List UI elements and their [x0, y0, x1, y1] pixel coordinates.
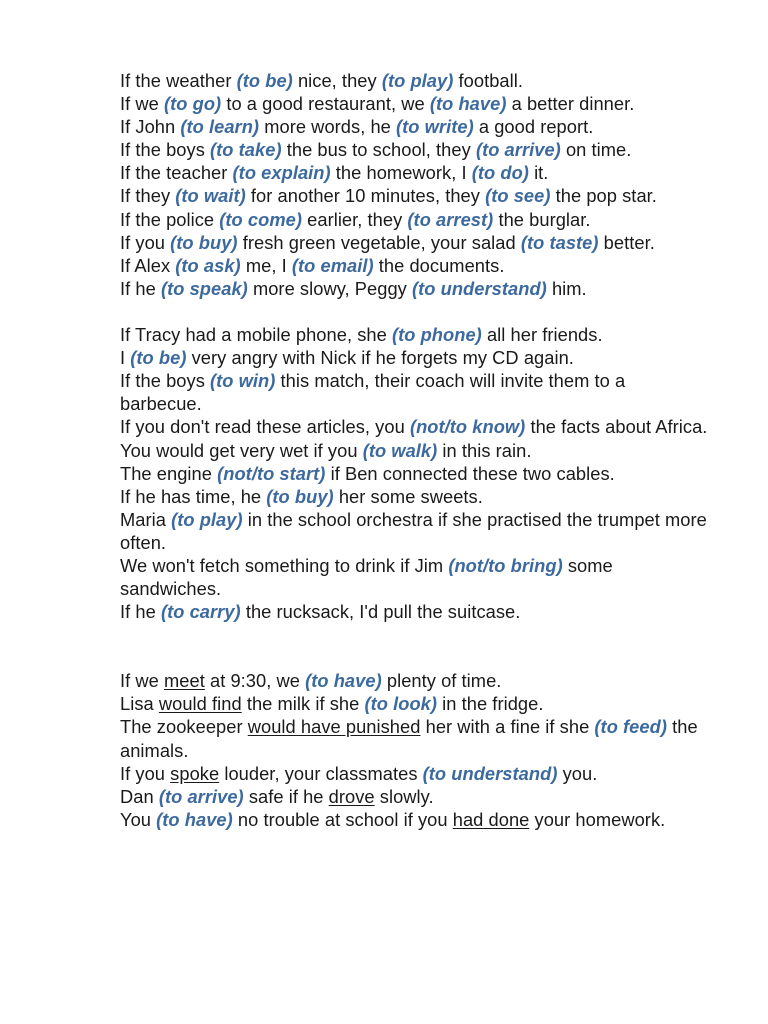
sentence	[120, 485, 710, 508]
sentence-text: If the police	[120, 208, 220, 230]
sentence	[120, 277, 710, 300]
sentence-text: this match, their coach will invite them to a barbecue.	[120, 370, 626, 415]
verb-prompt: (to email)	[291, 254, 374, 276]
sentence	[120, 762, 710, 785]
section-spacer	[120, 623, 710, 669]
sentence-text: me, I	[240, 254, 292, 276]
sentence-text: If the weather	[120, 70, 237, 91]
sentence	[120, 161, 710, 184]
sentence-text: very angry with Nick if he forgets my CD again.	[186, 347, 574, 369]
underlined-verb: meet	[164, 670, 205, 692]
verb-prompt: (to carry)	[160, 601, 241, 623]
sentence-text: the burglar.	[493, 208, 591, 230]
sentence-text: the facts about Africa.	[525, 416, 708, 438]
verb-prompt: (not/to bring)	[448, 554, 563, 576]
sentence-text: If Alex	[120, 254, 176, 276]
sentence-text: I	[120, 347, 131, 369]
exercise-section-2	[120, 323, 710, 623]
sentence-text: If he has time, he	[120, 485, 267, 507]
verb-prompt: (to have)	[305, 670, 382, 692]
verb-prompt: (to play)	[171, 508, 243, 530]
sentence-text: earlier, they	[302, 208, 408, 230]
sentence	[120, 184, 710, 207]
verb-prompt: (not/to know)	[409, 416, 526, 438]
sentence-text: safe if he	[243, 785, 329, 807]
sentence-text: the bus to school, they	[281, 139, 476, 161]
verb-prompt: (to look)	[364, 693, 438, 715]
sentence-text: all her friends.	[481, 324, 603, 346]
sentence-text: If the boys	[120, 370, 211, 392]
sentence	[120, 554, 710, 600]
sentence-text: If he	[120, 277, 161, 299]
verb-prompt: (to play)	[381, 70, 454, 91]
sentence-text: louder, your classmates	[219, 762, 423, 784]
sentence-text: in the school orchestra if she practised the trumpet more often.	[120, 508, 707, 553]
sentence-text: Dan	[120, 785, 159, 807]
verb-prompt: (to understand)	[412, 277, 547, 299]
sentence-text: more slowy, Peggy	[247, 277, 412, 299]
sentence-text: it.	[528, 162, 549, 184]
verb-prompt: (to be)	[236, 70, 293, 91]
sentence	[120, 346, 710, 369]
underlined-verb: would find	[158, 693, 242, 715]
sentence-text: your homework.	[529, 808, 666, 830]
verb-prompt: (to take)	[210, 139, 282, 161]
sentence-text: if Ben connected these two cables.	[325, 462, 615, 484]
verb-prompt: (to have)	[156, 808, 233, 830]
sentence	[120, 92, 710, 115]
sentence-text: her some sweets.	[333, 485, 483, 507]
sentence-text: If John	[120, 116, 181, 138]
sentence-text: If they	[120, 185, 176, 207]
sentence-text: fresh green vegetable, your salad	[237, 231, 521, 253]
sentence-text: football.	[453, 70, 523, 91]
verb-prompt: (to buy)	[170, 231, 238, 253]
sentence	[120, 415, 710, 438]
sentence-text: The zookeeper	[120, 716, 248, 738]
sentence	[120, 600, 710, 623]
verb-prompt: (to explain)	[232, 162, 331, 184]
verb-prompt: (to ask)	[175, 254, 241, 276]
sentence-text: a better dinner.	[506, 93, 635, 115]
sentence	[120, 115, 710, 138]
sentence-text: at 9:30, we	[204, 670, 306, 692]
sentence-text: We won't fetch something to drink if Jim	[120, 554, 449, 576]
verb-prompt: (to walk)	[362, 439, 438, 461]
verb-prompt: (to be)	[130, 347, 187, 369]
sentence-text: you.	[557, 762, 598, 784]
sentence-text: You	[120, 808, 157, 830]
verb-prompt: (to come)	[219, 208, 302, 230]
verb-prompt: (to taste)	[520, 231, 599, 253]
sentence	[120, 208, 710, 231]
sentence-text: some sandwiches.	[120, 554, 613, 600]
sentence	[120, 692, 710, 715]
sentence	[120, 785, 710, 808]
sentence	[120, 508, 710, 554]
sentence-text: plenty of time.	[381, 670, 502, 692]
sentence-text: better.	[598, 231, 655, 253]
verb-prompt: (to arrive)	[475, 139, 561, 161]
sentence-text: the animals.	[120, 716, 698, 761]
sentence-text: Maria	[120, 508, 172, 530]
sentence-text: in the fridge.	[437, 693, 544, 715]
sentence-text: The engine	[120, 462, 218, 484]
sentence	[120, 369, 710, 415]
exercise-section-1	[120, 69, 710, 300]
sentence	[120, 138, 710, 161]
verb-prompt: (to wait)	[175, 185, 246, 207]
sentence-text: for another 10 minutes, they	[245, 185, 486, 207]
sentence-text: If you	[120, 762, 171, 784]
verb-prompt: (to arrive)	[158, 785, 244, 807]
sentence-text: Lisa	[120, 693, 159, 715]
section-spacer	[120, 300, 710, 323]
verb-prompt: (to buy)	[266, 485, 334, 507]
sentence-text: If you	[120, 231, 171, 253]
verb-prompt: (to phone)	[391, 324, 482, 346]
verb-prompt: (to win)	[210, 370, 276, 392]
sentence-text: nice, they	[292, 70, 382, 91]
sentence-text: slowly.	[374, 785, 434, 807]
sentence-text: the homework, I	[330, 162, 472, 184]
sentence-text: in this rain.	[437, 439, 532, 461]
sentence	[120, 462, 710, 485]
verb-prompt: (not/to start)	[217, 462, 326, 484]
verb-prompt: (to understand)	[422, 762, 558, 784]
sentence-text: to a good restaurant, we	[221, 93, 430, 115]
sentence-text: her with a fine if she	[420, 716, 595, 738]
exercise-section-3	[120, 669, 710, 831]
verb-prompt: (to speak)	[160, 277, 248, 299]
exercise-document	[120, 69, 710, 831]
sentence	[120, 669, 710, 692]
underlined-verb: would have punished	[247, 716, 421, 738]
sentence-text: If the teacher	[120, 162, 233, 184]
sentence	[120, 715, 710, 761]
verb-prompt: (to write)	[396, 116, 474, 138]
verb-prompt: (to have)	[429, 93, 507, 115]
verb-prompt: (to learn)	[180, 116, 260, 138]
sentence-text: no trouble at school if you	[232, 808, 453, 830]
sentence-text: the pop star.	[550, 185, 657, 207]
underlined-verb: spoke	[170, 762, 220, 784]
underlined-verb: had done	[452, 808, 530, 830]
sentence-text: If the boys	[120, 139, 211, 161]
sentence-text: on time.	[560, 139, 632, 161]
sentence-text: If you don't read these articles, you	[120, 416, 410, 438]
sentence-text: If we	[120, 93, 164, 115]
sentence	[120, 231, 710, 254]
sentence-text: You would get very wet if you	[120, 439, 363, 461]
sentence	[120, 439, 710, 462]
sentence-text: more words, he	[259, 116, 397, 138]
sentence	[120, 69, 710, 92]
underlined-verb: drove	[328, 785, 375, 807]
sentence	[120, 323, 710, 346]
sentence-text: If we	[120, 670, 164, 692]
verb-prompt: (to arrest)	[407, 208, 494, 230]
sentence	[120, 254, 710, 277]
sentence-text: him.	[546, 277, 587, 299]
sentence-text: If he	[120, 601, 161, 623]
sentence	[120, 808, 710, 831]
verb-prompt: (to go)	[164, 93, 222, 115]
verb-prompt: (to feed)	[594, 716, 667, 738]
verb-prompt: (to see)	[485, 185, 551, 207]
sentence-text: If Tracy had a mobile phone, she	[120, 324, 392, 346]
sentence-text: a good report.	[473, 116, 594, 138]
sentence-text: the milk if she	[241, 693, 365, 715]
verb-prompt: (to do)	[471, 162, 529, 184]
sentence-text: the documents.	[373, 254, 505, 276]
sentence-text: the rucksack, I'd pull the suitcase.	[240, 601, 521, 623]
